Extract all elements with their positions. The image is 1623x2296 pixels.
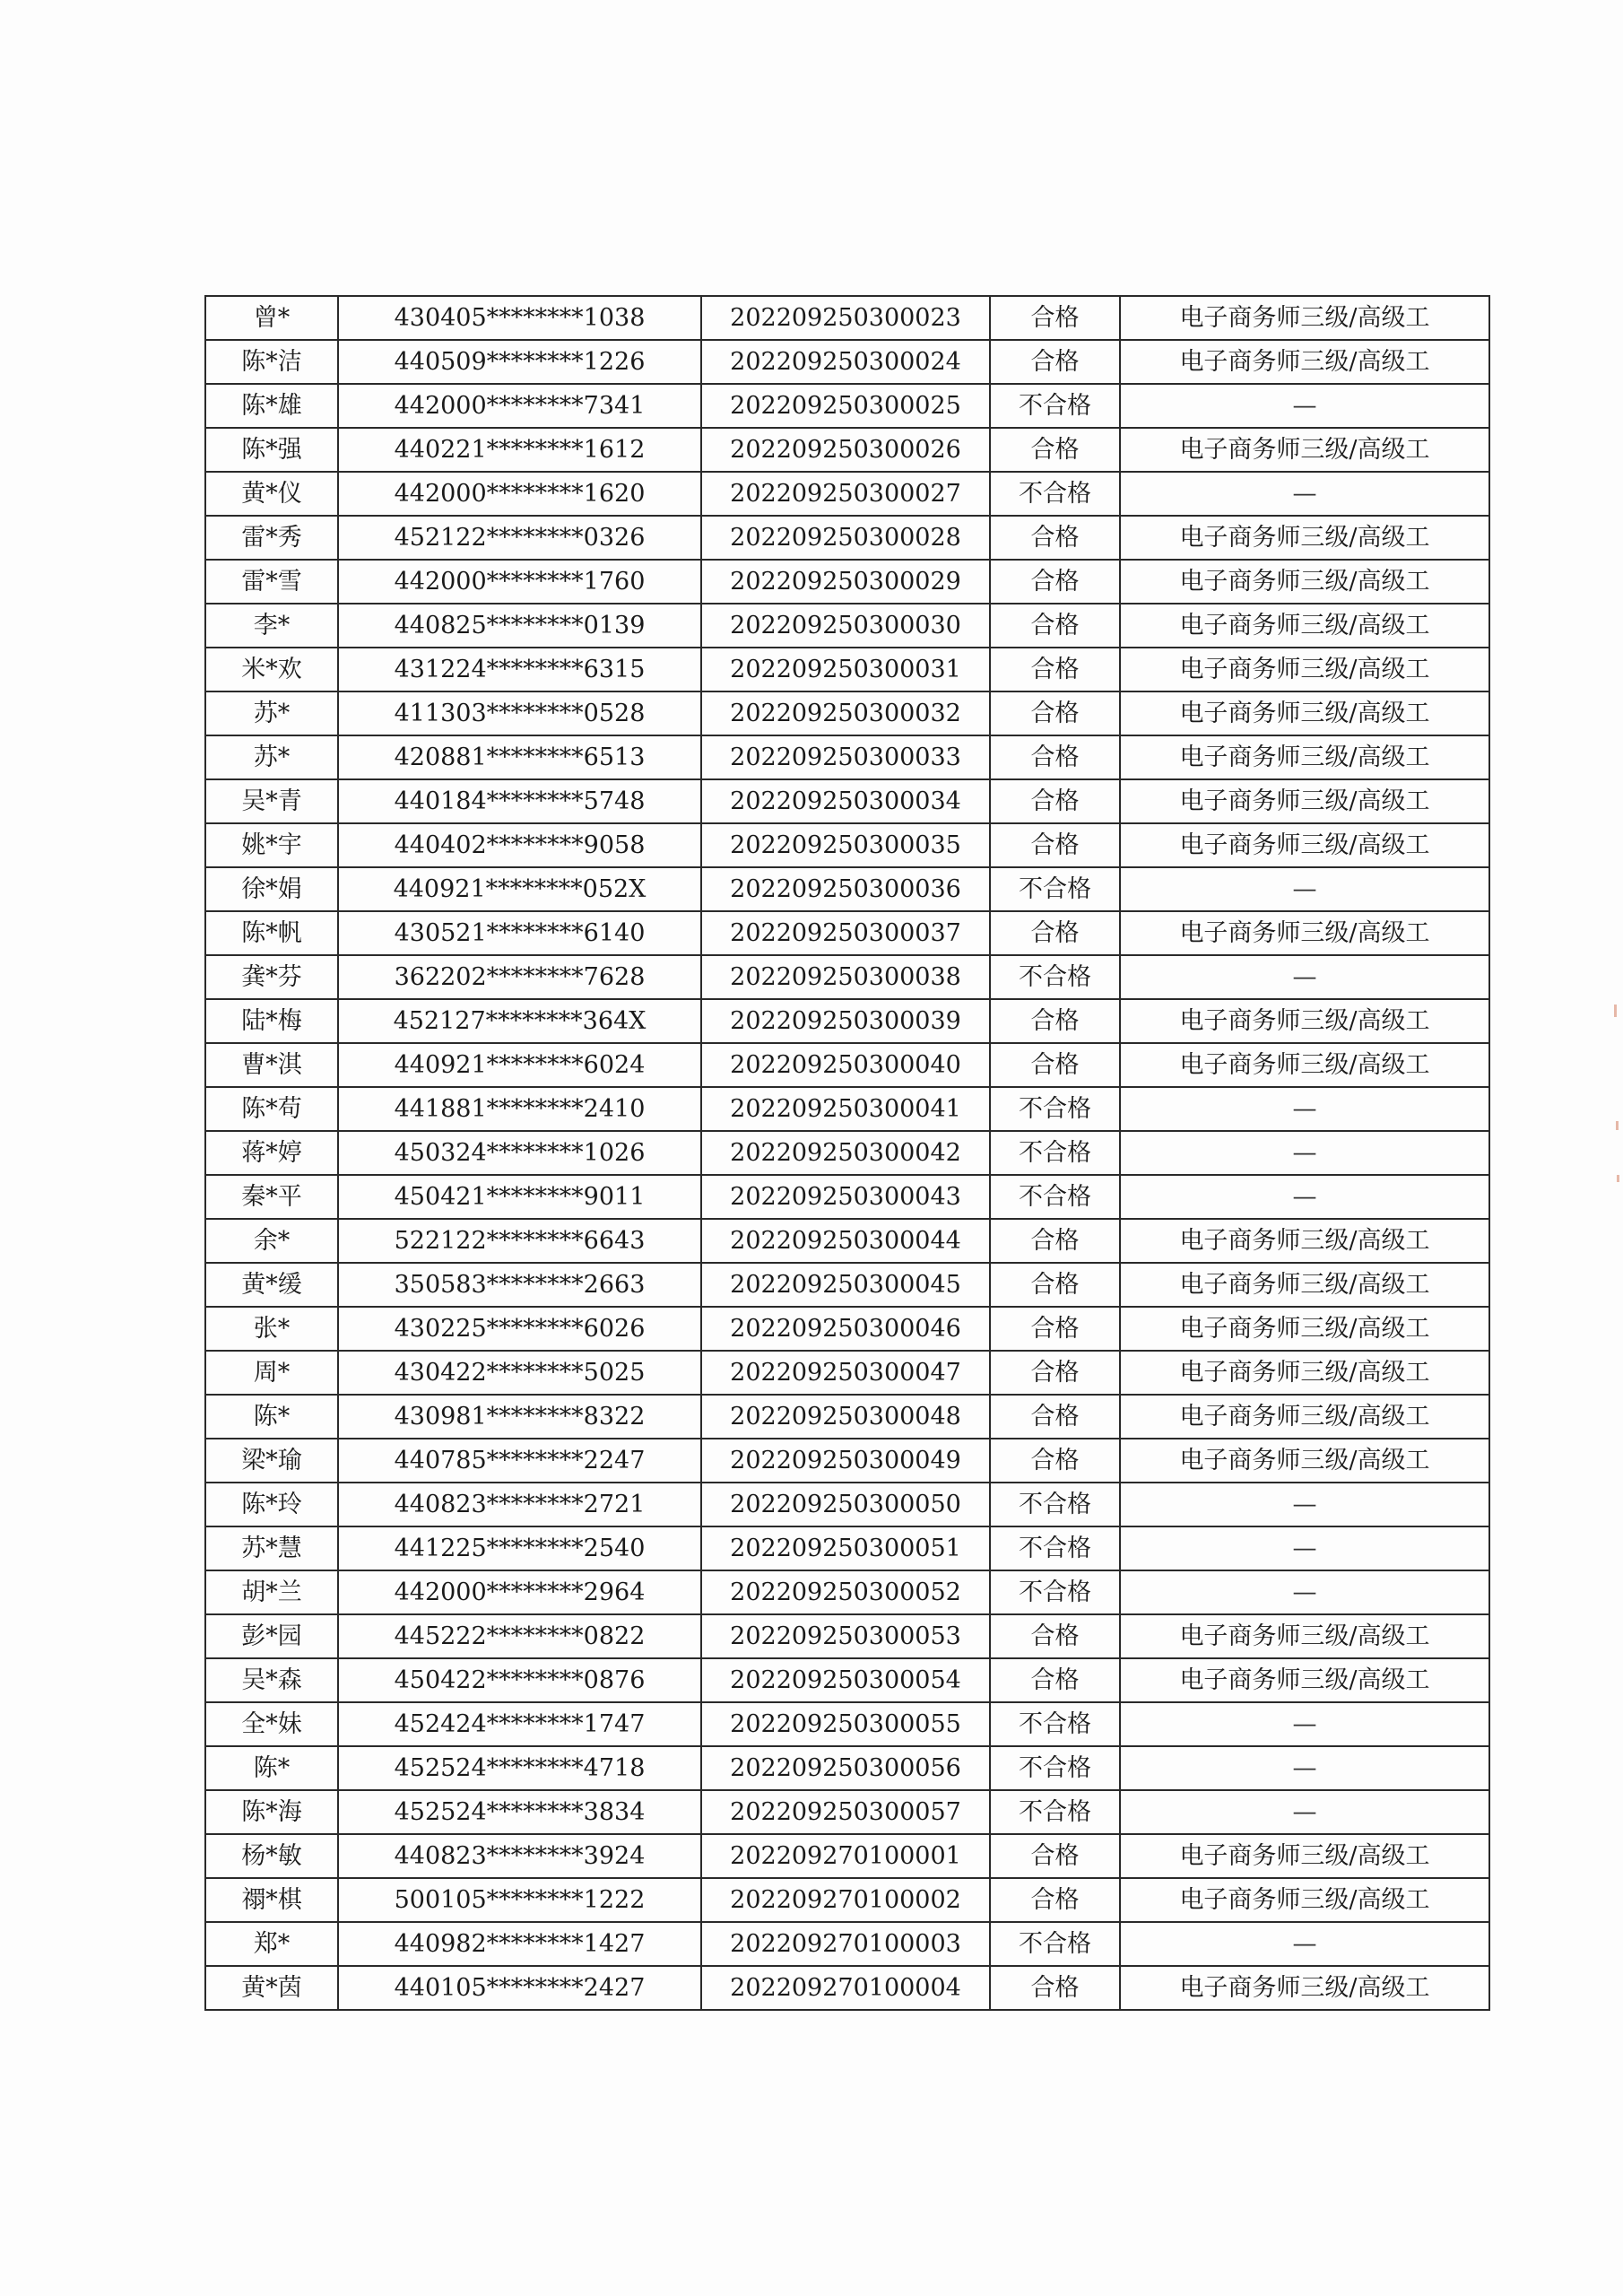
table-row: [205, 648, 1489, 691]
id-number-cell: 440982********1427: [338, 1922, 701, 1966]
id-number-cell: 442000********1760: [338, 560, 701, 604]
certificate-cell: 电子商务师三级/高级工: [1120, 779, 1489, 823]
id-number-cell: 430981********8322: [338, 1395, 701, 1439]
table-row: [205, 823, 1489, 867]
result-cell: 不合格: [990, 1702, 1120, 1746]
exam-number-cell: 202209250300046: [701, 1307, 990, 1351]
table-row: [205, 1570, 1489, 1614]
table-row: [205, 1307, 1489, 1351]
id-number-cell: 452524********3834: [338, 1790, 701, 1834]
name-cell: 龚*芬: [205, 955, 338, 999]
exam-number-cell: 202209250300057: [701, 1790, 990, 1834]
name-cell: 陈*雄: [205, 384, 338, 428]
id-number-cell: 350583********2663: [338, 1263, 701, 1307]
result-cell: 合格: [990, 1614, 1120, 1658]
exam-number-cell: 202209270100002: [701, 1878, 990, 1922]
exam-number-cell: 202209250300038: [701, 955, 990, 999]
exam-number-cell: 202209250300044: [701, 1219, 990, 1263]
exam-number-cell: 202209250300035: [701, 823, 990, 867]
name-cell: 雷*雪: [205, 560, 338, 604]
exam-number-cell: 202209250300041: [701, 1087, 990, 1131]
certificate-cell: 电子商务师三级/高级工: [1120, 560, 1489, 604]
table-row: [205, 735, 1489, 779]
name-cell: 吴*森: [205, 1658, 338, 1702]
result-cell: 合格: [990, 1351, 1120, 1395]
certificate-cell: —: [1120, 1570, 1489, 1614]
id-number-cell: 445222********0822: [338, 1614, 701, 1658]
table-row: [205, 1922, 1489, 1966]
exam-number-cell: 202209250300033: [701, 735, 990, 779]
result-cell: 合格: [990, 1966, 1120, 2010]
table-row: [205, 1526, 1489, 1570]
certificate-cell: —: [1120, 1175, 1489, 1219]
name-cell: 黄*缓: [205, 1263, 338, 1307]
id-number-cell: 442000********1620: [338, 472, 701, 516]
name-cell: 曹*淇: [205, 1043, 338, 1087]
certificate-cell: 电子商务师三级/高级工: [1120, 1658, 1489, 1702]
table-row: [205, 779, 1489, 823]
id-number-cell: 452127********364X: [338, 999, 701, 1043]
id-number-cell: 440825********0139: [338, 604, 701, 648]
table-row: [205, 1614, 1489, 1658]
result-cell: 合格: [990, 296, 1120, 340]
result-cell: 合格: [990, 779, 1120, 823]
id-number-cell: 450421********9011: [338, 1175, 701, 1219]
name-cell: 陆*梅: [205, 999, 338, 1043]
exam-number-cell: 202209250300028: [701, 516, 990, 560]
result-cell: 不合格: [990, 1087, 1120, 1131]
name-cell: 姚*宇: [205, 823, 338, 867]
certificate-cell: —: [1120, 472, 1489, 516]
id-number-cell: 441225********2540: [338, 1526, 701, 1570]
id-number-cell: 420881********6513: [338, 735, 701, 779]
exam-number-cell: 202209250300025: [701, 384, 990, 428]
id-number-cell: 430225********6026: [338, 1307, 701, 1351]
result-cell: 合格: [990, 735, 1120, 779]
table-row: [205, 1087, 1489, 1131]
name-cell: 陈*苟: [205, 1087, 338, 1131]
result-cell: 合格: [990, 999, 1120, 1043]
result-cell: 不合格: [990, 472, 1120, 516]
id-number-cell: 440402********9058: [338, 823, 701, 867]
certificate-cell: —: [1120, 1790, 1489, 1834]
name-cell: 米*欢: [205, 648, 338, 691]
exam-number-cell: 202209250300036: [701, 867, 990, 911]
exam-number-cell: 202209250300045: [701, 1263, 990, 1307]
result-cell: 合格: [990, 1395, 1120, 1439]
name-cell: 陈*: [205, 1395, 338, 1439]
result-cell: 不合格: [990, 1483, 1120, 1526]
result-cell: 不合格: [990, 1746, 1120, 1790]
exam-number-cell: 202209250300040: [701, 1043, 990, 1087]
exam-number-cell: 202209250300049: [701, 1439, 990, 1483]
result-cell: 合格: [990, 604, 1120, 648]
table-row: [205, 1395, 1489, 1439]
name-cell: 蒋*婷: [205, 1131, 338, 1175]
id-number-cell: 430405********1038: [338, 296, 701, 340]
certificate-cell: 电子商务师三级/高级工: [1120, 1614, 1489, 1658]
certificate-cell: —: [1120, 955, 1489, 999]
table-row: [205, 1746, 1489, 1790]
table-row: [205, 384, 1489, 428]
id-number-cell: 440921********6024: [338, 1043, 701, 1087]
certificate-cell: 电子商务师三级/高级工: [1120, 1395, 1489, 1439]
exam-number-cell: 202209250300048: [701, 1395, 990, 1439]
certificate-cell: 电子商务师三级/高级工: [1120, 296, 1489, 340]
name-cell: 苏*慧: [205, 1526, 338, 1570]
name-cell: 梁*瑜: [205, 1439, 338, 1483]
exam-number-cell: 202209250300043: [701, 1175, 990, 1219]
name-cell: 杨*敏: [205, 1834, 338, 1878]
table-row: [205, 560, 1489, 604]
certificate-cell: 电子商务师三级/高级工: [1120, 1966, 1489, 2010]
name-cell: 黄*仪: [205, 472, 338, 516]
exam-number-cell: 202209270100003: [701, 1922, 990, 1966]
exam-number-cell: 202209250300030: [701, 604, 990, 648]
id-number-cell: 450422********0876: [338, 1658, 701, 1702]
certificate-cell: 电子商务师三级/高级工: [1120, 604, 1489, 648]
name-cell: 张*: [205, 1307, 338, 1351]
result-cell: 不合格: [990, 1570, 1120, 1614]
id-number-cell: 452122********0326: [338, 516, 701, 560]
id-number-cell: 442000********2964: [338, 1570, 701, 1614]
name-cell: 禤*棋: [205, 1878, 338, 1922]
result-cell: 不合格: [990, 1526, 1120, 1570]
table-row: [205, 604, 1489, 648]
name-cell: 陈*帆: [205, 911, 338, 955]
certificate-cell: 电子商务师三级/高级工: [1120, 1043, 1489, 1087]
certificate-cell: 电子商务师三级/高级工: [1120, 428, 1489, 472]
result-cell: 合格: [990, 691, 1120, 735]
name-cell: 周*: [205, 1351, 338, 1395]
result-cell: 合格: [990, 428, 1120, 472]
table-row: [205, 1702, 1489, 1746]
id-number-cell: 430521********6140: [338, 911, 701, 955]
certificate-cell: 电子商务师三级/高级工: [1120, 911, 1489, 955]
id-number-cell: 500105********1222: [338, 1878, 701, 1922]
table-row: [205, 516, 1489, 560]
table-row: [205, 296, 1489, 340]
scan-artifact: [1614, 1004, 1617, 1017]
result-cell: 合格: [990, 1219, 1120, 1263]
table-row: [205, 1966, 1489, 2010]
result-cell: 合格: [990, 911, 1120, 955]
certificate-cell: 电子商务师三级/高级工: [1120, 1351, 1489, 1395]
certificate-cell: —: [1120, 1702, 1489, 1746]
name-cell: 彭*园: [205, 1614, 338, 1658]
certificate-cell: —: [1120, 1746, 1489, 1790]
result-cell: 不合格: [990, 1922, 1120, 1966]
result-cell: 合格: [990, 340, 1120, 384]
exam-number-cell: 202209250300037: [701, 911, 990, 955]
exam-number-cell: 202209270100001: [701, 1834, 990, 1878]
result-cell: 合格: [990, 1307, 1120, 1351]
id-number-cell: 452524********4718: [338, 1746, 701, 1790]
table-row: [205, 1439, 1489, 1483]
exam-number-cell: 202209250300029: [701, 560, 990, 604]
certificate-cell: —: [1120, 1087, 1489, 1131]
id-number-cell: 440105********2427: [338, 1966, 701, 2010]
certificate-cell: 电子商务师三级/高级工: [1120, 1878, 1489, 1922]
table-row: [205, 1043, 1489, 1087]
table-row: [205, 1263, 1489, 1307]
certificate-cell: —: [1120, 1131, 1489, 1175]
result-cell: 合格: [990, 1439, 1120, 1483]
table-row: [205, 1351, 1489, 1395]
result-cell: 不合格: [990, 955, 1120, 999]
result-cell: 合格: [990, 1834, 1120, 1878]
id-number-cell: 441881********2410: [338, 1087, 701, 1131]
id-number-cell: 452424********1747: [338, 1702, 701, 1746]
name-cell: 秦*平: [205, 1175, 338, 1219]
certificate-cell: 电子商务师三级/高级工: [1120, 823, 1489, 867]
exam-number-cell: 202209250300050: [701, 1483, 990, 1526]
exam-number-cell: 202209250300027: [701, 472, 990, 516]
name-cell: 陈*强: [205, 428, 338, 472]
exam-number-cell: 202209250300052: [701, 1570, 990, 1614]
certificate-cell: 电子商务师三级/高级工: [1120, 735, 1489, 779]
exam-number-cell: 202209250300026: [701, 428, 990, 472]
name-cell: 雷*秀: [205, 516, 338, 560]
table-row: [205, 1834, 1489, 1878]
name-cell: 陈*: [205, 1746, 338, 1790]
table-row: [205, 1219, 1489, 1263]
name-cell: 全*妹: [205, 1702, 338, 1746]
table-row: [205, 1131, 1489, 1175]
id-number-cell: 440823********2721: [338, 1483, 701, 1526]
id-number-cell: 442000********7341: [338, 384, 701, 428]
id-number-cell: 440184********5748: [338, 779, 701, 823]
result-cell: 合格: [990, 1043, 1120, 1087]
exam-number-cell: 202209250300031: [701, 648, 990, 691]
id-number-cell: 440221********1612: [338, 428, 701, 472]
certificate-cell: —: [1120, 384, 1489, 428]
table-row: [205, 691, 1489, 735]
result-cell: 合格: [990, 516, 1120, 560]
exam-number-cell: 202209250300039: [701, 999, 990, 1043]
table-row: [205, 472, 1489, 516]
id-number-cell: 411303********0528: [338, 691, 701, 735]
table-row: [205, 867, 1489, 911]
id-number-cell: 430422********5025: [338, 1351, 701, 1395]
name-cell: 李*: [205, 604, 338, 648]
id-number-cell: 362202********7628: [338, 955, 701, 999]
certificate-cell: 电子商务师三级/高级工: [1120, 1263, 1489, 1307]
certificate-cell: 电子商务师三级/高级工: [1120, 648, 1489, 691]
certificate-cell: 电子商务师三级/高级工: [1120, 1219, 1489, 1263]
exam-number-cell: 202209250300042: [701, 1131, 990, 1175]
exam-number-cell: 202209250300032: [701, 691, 990, 735]
name-cell: 余*: [205, 1219, 338, 1263]
exam-number-cell: 202209250300024: [701, 340, 990, 384]
table-body: [205, 296, 1489, 2010]
exam-number-cell: 202209250300053: [701, 1614, 990, 1658]
name-cell: 黄*茵: [205, 1966, 338, 2010]
certificate-cell: —: [1120, 867, 1489, 911]
table-row: [205, 1483, 1489, 1526]
exam-number-cell: 202209250300056: [701, 1746, 990, 1790]
id-number-cell: 440785********2247: [338, 1439, 701, 1483]
name-cell: 陈*洁: [205, 340, 338, 384]
table-row: [205, 911, 1489, 955]
name-cell: 苏*: [205, 735, 338, 779]
name-cell: 吴*青: [205, 779, 338, 823]
result-cell: 合格: [990, 1878, 1120, 1922]
id-number-cell: 440823********3924: [338, 1834, 701, 1878]
certificate-cell: 电子商务师三级/高级工: [1120, 340, 1489, 384]
certificate-cell: 电子商务师三级/高级工: [1120, 999, 1489, 1043]
exam-number-cell: 202209250300054: [701, 1658, 990, 1702]
name-cell: 陈*海: [205, 1790, 338, 1834]
certificate-cell: 电子商务师三级/高级工: [1120, 691, 1489, 735]
exam-number-cell: 202209250300023: [701, 296, 990, 340]
result-cell: 合格: [990, 823, 1120, 867]
name-cell: 曾*: [205, 296, 338, 340]
certificate-cell: 电子商务师三级/高级工: [1120, 1439, 1489, 1483]
certificate-cell: —: [1120, 1483, 1489, 1526]
name-cell: 郑*: [205, 1922, 338, 1966]
name-cell: 苏*: [205, 691, 338, 735]
result-cell: 不合格: [990, 1790, 1120, 1834]
name-cell: 胡*兰: [205, 1570, 338, 1614]
table-row: [205, 999, 1489, 1043]
id-number-cell: 450324********1026: [338, 1131, 701, 1175]
name-cell: 陈*玲: [205, 1483, 338, 1526]
exam-number-cell: 202209250300034: [701, 779, 990, 823]
exam-number-cell: 202209250300047: [701, 1351, 990, 1395]
certificate-cell: 电子商务师三级/高级工: [1120, 516, 1489, 560]
certificate-cell: 电子商务师三级/高级工: [1120, 1307, 1489, 1351]
exam-number-cell: 202209250300051: [701, 1526, 990, 1570]
result-cell: 合格: [990, 648, 1120, 691]
table-row: [205, 1878, 1489, 1922]
result-cell: 不合格: [990, 384, 1120, 428]
scan-artifact: [1617, 1175, 1619, 1182]
table-row: [205, 1790, 1489, 1834]
result-cell: 不合格: [990, 1131, 1120, 1175]
certificate-cell: 电子商务师三级/高级工: [1120, 1834, 1489, 1878]
exam-number-cell: 202209250300055: [701, 1702, 990, 1746]
certificate-cell: —: [1120, 1526, 1489, 1570]
name-cell: 徐*娟: [205, 867, 338, 911]
table-row: [205, 428, 1489, 472]
exam-number-cell: 202209270100004: [701, 1966, 990, 2010]
result-cell: 不合格: [990, 867, 1120, 911]
id-number-cell: 440509********1226: [338, 340, 701, 384]
id-number-cell: 440921********052X: [338, 867, 701, 911]
certificate-cell: —: [1120, 1922, 1489, 1966]
result-cell: 合格: [990, 560, 1120, 604]
result-cell: 不合格: [990, 1175, 1120, 1219]
table-row: [205, 1175, 1489, 1219]
table-row: [205, 1658, 1489, 1702]
scan-artifact: [1616, 1121, 1619, 1130]
result-cell: 合格: [990, 1658, 1120, 1702]
id-number-cell: 431224********6315: [338, 648, 701, 691]
id-number-cell: 522122********6643: [338, 1219, 701, 1263]
result-cell: 合格: [990, 1263, 1120, 1307]
exam-results-table: [204, 295, 1490, 2011]
table-row: [205, 955, 1489, 999]
table-row: [205, 340, 1489, 384]
